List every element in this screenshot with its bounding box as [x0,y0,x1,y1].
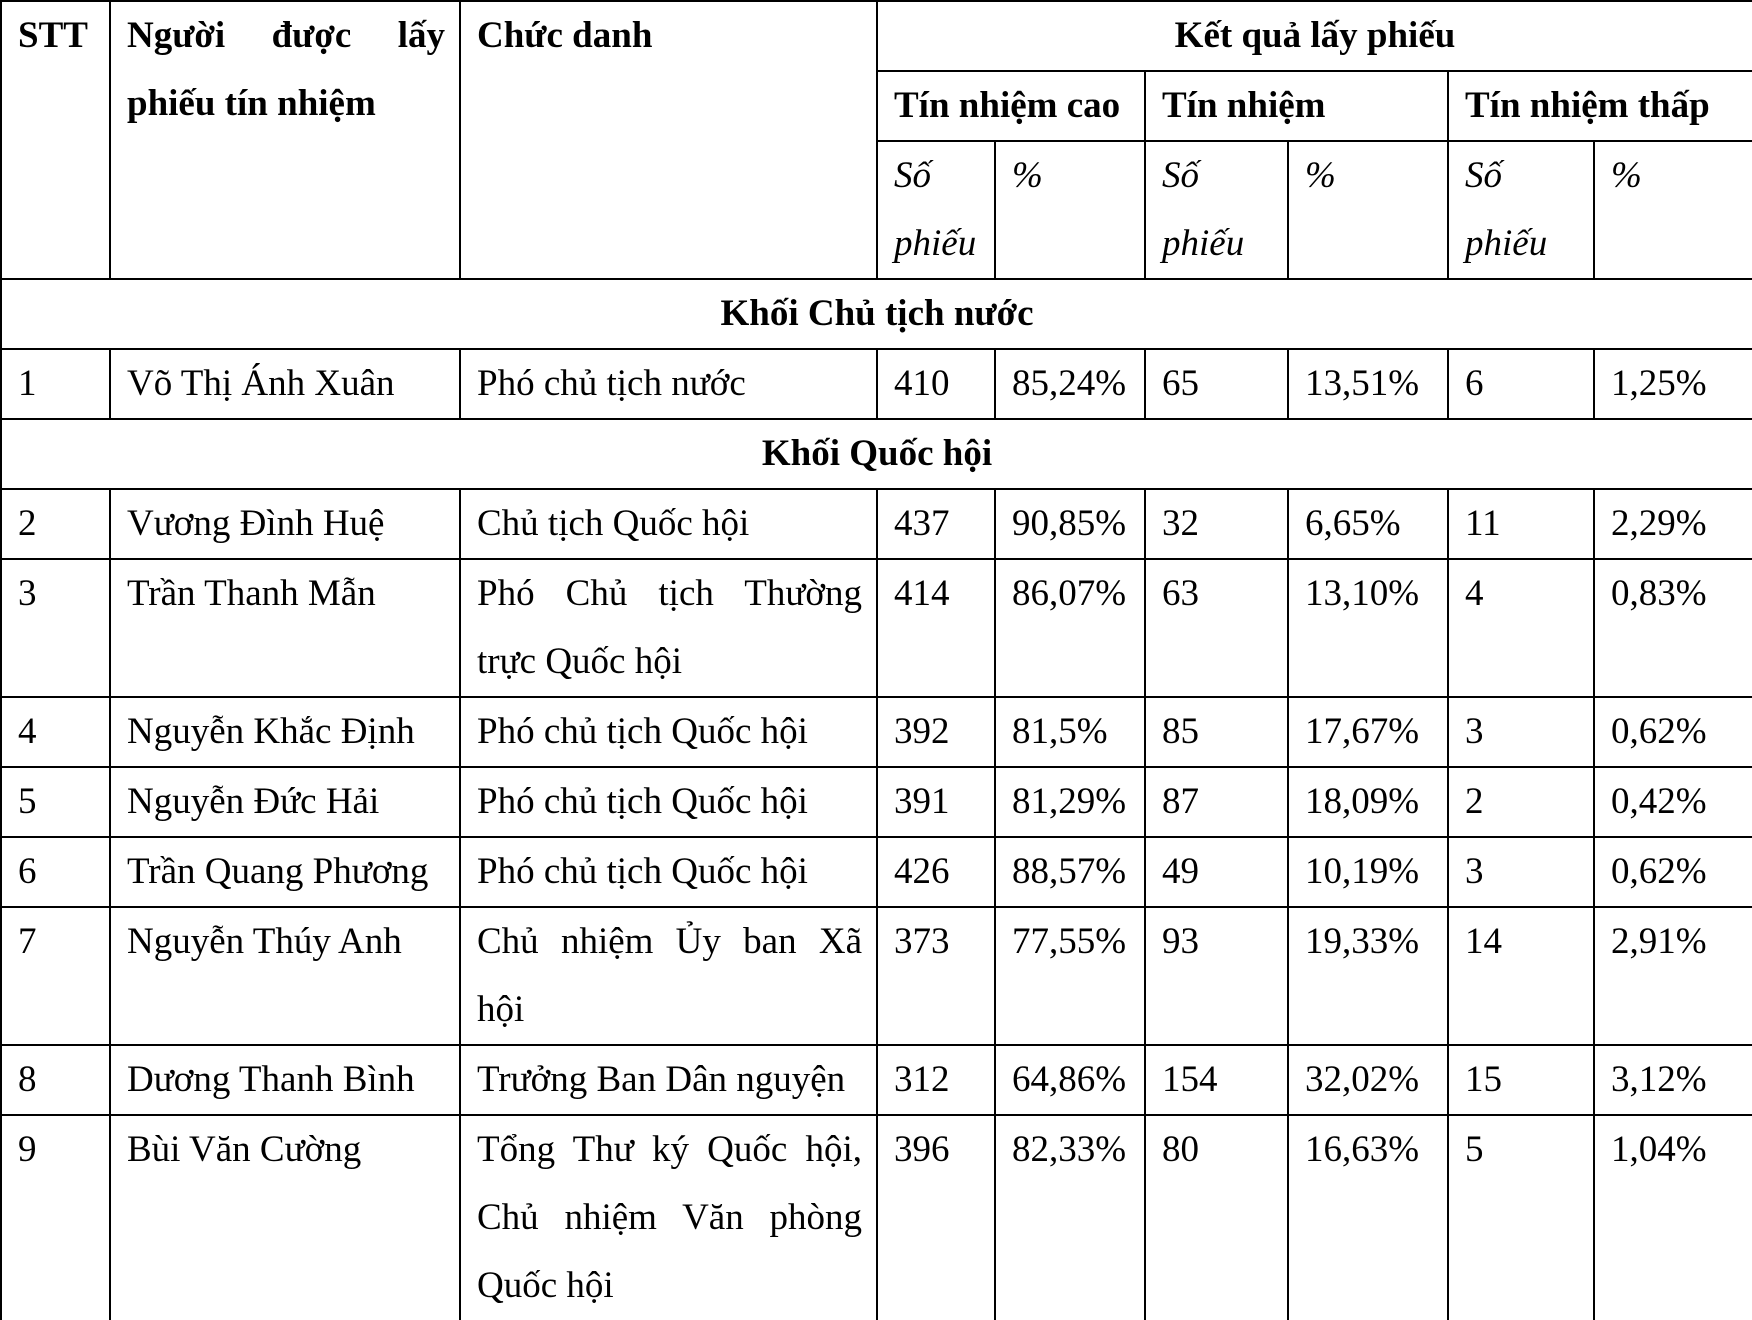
row-high-votes: 373 [877,907,995,1045]
table-row [1,559,1752,697]
row-low-pct: 0,62% [1594,697,1752,767]
row-stt: 9 [1,1115,110,1320]
row-mid-pct: 19,33% [1288,907,1448,1045]
row-mid-votes: 49 [1145,837,1288,907]
row-high-pct: 77,55% [995,907,1145,1045]
header-stt: STT [1,1,110,279]
header-title: Chức danh [460,1,877,279]
row-mid-pct: 6,65% [1288,489,1448,559]
row-name: Dương Thanh Bình [110,1045,460,1115]
row-low-votes: 14 [1448,907,1594,1045]
section-heading-assembly: Khối Quốc hội [1,419,1752,489]
row-high-votes: 414 [877,559,995,697]
row-position: Trưởng Ban Dân nguyện [460,1045,877,1115]
row-mid-votes: 63 [1145,559,1288,697]
row-stt: 1 [1,349,110,419]
header-person: Người được lấy phiếu tín nhiệm [110,1,460,279]
table-row [1,489,1752,559]
row-low-votes: 6 [1448,349,1594,419]
row-low-pct: 0,83% [1594,559,1752,697]
header-low: Tín nhiệm thấp [1448,71,1752,141]
row-name: Võ Thị Ánh Xuân [110,349,460,419]
row-stt: 3 [1,559,110,697]
row-name: Bùi Văn Cường [110,1115,460,1320]
row-position: Phó Chủ tịch Thường trực Quốc hội [460,559,877,697]
header-low-percent: % [1594,141,1752,279]
row-high-votes: 392 [877,697,995,767]
row-mid-votes: 65 [1145,349,1288,419]
row-low-votes: 15 [1448,1045,1594,1115]
row-position: Phó chủ tịch Quốc hội [460,767,877,837]
row-mid-votes: 80 [1145,1115,1288,1320]
row-low-pct: 1,25% [1594,349,1752,419]
header-high-votes: Số phiếu [877,141,995,279]
table-row [1,837,1752,907]
row-high-pct: 81,5% [995,697,1145,767]
row-name: Vương Đình Huệ [110,489,460,559]
row-mid-pct: 32,02% [1288,1045,1448,1115]
row-mid-pct: 18,09% [1288,767,1448,837]
row-mid-votes: 93 [1145,907,1288,1045]
row-high-pct: 81,29% [995,767,1145,837]
header-medium: Tín nhiệm [1145,71,1448,141]
row-high-pct: 86,07% [995,559,1145,697]
row-low-pct: 2,91% [1594,907,1752,1045]
row-mid-votes: 154 [1145,1045,1288,1115]
table-row [1,349,1752,419]
row-position: Tổng Thư ký Quốc hội, Chủ nhiệm Văn phòng Quốc hội [460,1115,877,1320]
row-mid-votes: 32 [1145,489,1288,559]
header-high-percent: % [995,141,1145,279]
section-heading-president: Khối Chủ tịch nước [1,279,1752,349]
header-mid-percent: % [1288,141,1448,279]
row-high-votes: 312 [877,1045,995,1115]
row-high-votes: 391 [877,767,995,837]
row-name: Trần Thanh Mẫn [110,559,460,697]
row-mid-pct: 17,67% [1288,697,1448,767]
row-low-votes: 3 [1448,837,1594,907]
row-mid-votes: 87 [1145,767,1288,837]
row-high-pct: 82,33% [995,1115,1145,1320]
row-stt: 5 [1,767,110,837]
row-low-votes: 5 [1448,1115,1594,1320]
row-low-pct: 2,29% [1594,489,1752,559]
row-stt: 4 [1,697,110,767]
row-mid-pct: 10,19% [1288,837,1448,907]
row-mid-pct: 16,63% [1288,1115,1448,1320]
table-row [1,907,1752,1045]
row-position: Phó chủ tịch Quốc hội [460,697,877,767]
row-stt: 8 [1,1045,110,1115]
row-low-pct: 1,04% [1594,1115,1752,1320]
row-high-votes: 396 [877,1115,995,1320]
header-mid-votes: Số phiếu [1145,141,1288,279]
row-low-pct: 3,12% [1594,1045,1752,1115]
row-stt: 7 [1,907,110,1045]
row-low-votes: 11 [1448,489,1594,559]
row-high-votes: 410 [877,349,995,419]
row-high-pct: 90,85% [995,489,1145,559]
table-row [1,697,1752,767]
row-high-pct: 64,86% [995,1045,1145,1115]
row-position: Phó chủ tịch nước [460,349,877,419]
row-low-pct: 0,42% [1594,767,1752,837]
row-name: Trần Quang Phương [110,837,460,907]
row-position: Chủ tịch Quốc hội [460,489,877,559]
row-low-pct: 0,62% [1594,837,1752,907]
header-high: Tín nhiệm cao [877,71,1145,141]
row-mid-votes: 85 [1145,697,1288,767]
row-low-votes: 3 [1448,697,1594,767]
row-name: Nguyễn Đức Hải [110,767,460,837]
row-low-votes: 2 [1448,767,1594,837]
table-row [1,1045,1752,1115]
header-result: Kết quả lấy phiếu [877,1,1752,71]
row-high-pct: 85,24% [995,349,1145,419]
row-low-votes: 4 [1448,559,1594,697]
table-row [1,1115,1752,1320]
row-stt: 6 [1,837,110,907]
row-mid-pct: 13,51% [1288,349,1448,419]
row-position: Chủ nhiệm Ủy ban Xã hội [460,907,877,1045]
row-high-votes: 437 [877,489,995,559]
row-stt: 2 [1,489,110,559]
row-high-votes: 426 [877,837,995,907]
row-position: Phó chủ tịch Quốc hội [460,837,877,907]
header-low-votes: Số phiếu [1448,141,1594,279]
table-row [1,767,1752,837]
row-name: Nguyễn Thúy Anh [110,907,460,1045]
row-name: Nguyễn Khắc Định [110,697,460,767]
row-mid-pct: 13,10% [1288,559,1448,697]
row-high-pct: 88,57% [995,837,1145,907]
